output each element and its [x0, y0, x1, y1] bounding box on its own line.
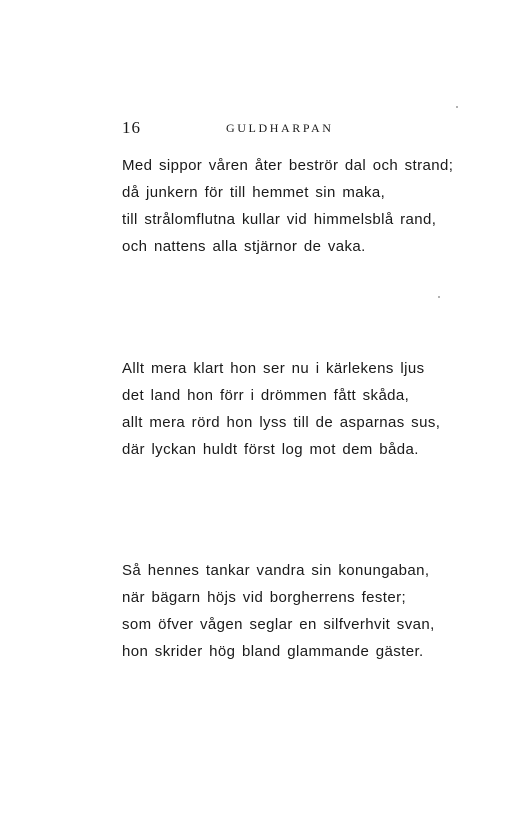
verse-line: då junkern för till hemmet sin maka, — [122, 184, 386, 201]
stanza-2 — [122, 355, 440, 463]
verse-line: där lyckan huldt först log mot dem båda. — [122, 441, 419, 458]
verse-line: till strålomflutna kullar vid himmelsblå rand, — [122, 211, 437, 228]
verse-line: det land hon förr i drömmen fått skåda, — [122, 387, 410, 404]
verse-line: Så hennes tankar vandra sin konungaban, — [122, 562, 430, 579]
verse-line: allt mera rörd hon lyss till de asparnas sus, — [122, 414, 441, 431]
page-header — [122, 118, 442, 140]
verse-line: hon skrider hög bland glammande gäster. — [122, 643, 424, 660]
verse-line: Allt mera klart hon ser nu i kärlekens ljus — [122, 360, 425, 377]
verse-line: som öfver vågen seglar en silfverhvit svan, — [122, 616, 435, 633]
page-number: 16 — [122, 118, 141, 137]
paper-speck — [438, 296, 440, 298]
verse-line: Med sippor våren åter beströr dal och strand; — [122, 157, 454, 174]
verse-line: när bägarn höjs vid borgherrens fester; — [122, 589, 407, 606]
stanza-3 — [122, 557, 435, 665]
paper-speck — [456, 106, 458, 108]
stanza-1 — [122, 152, 453, 260]
running-title: GULDHARPAN — [226, 121, 334, 135]
verse-line: och nattens alla stjärnor de vaka. — [122, 238, 366, 255]
